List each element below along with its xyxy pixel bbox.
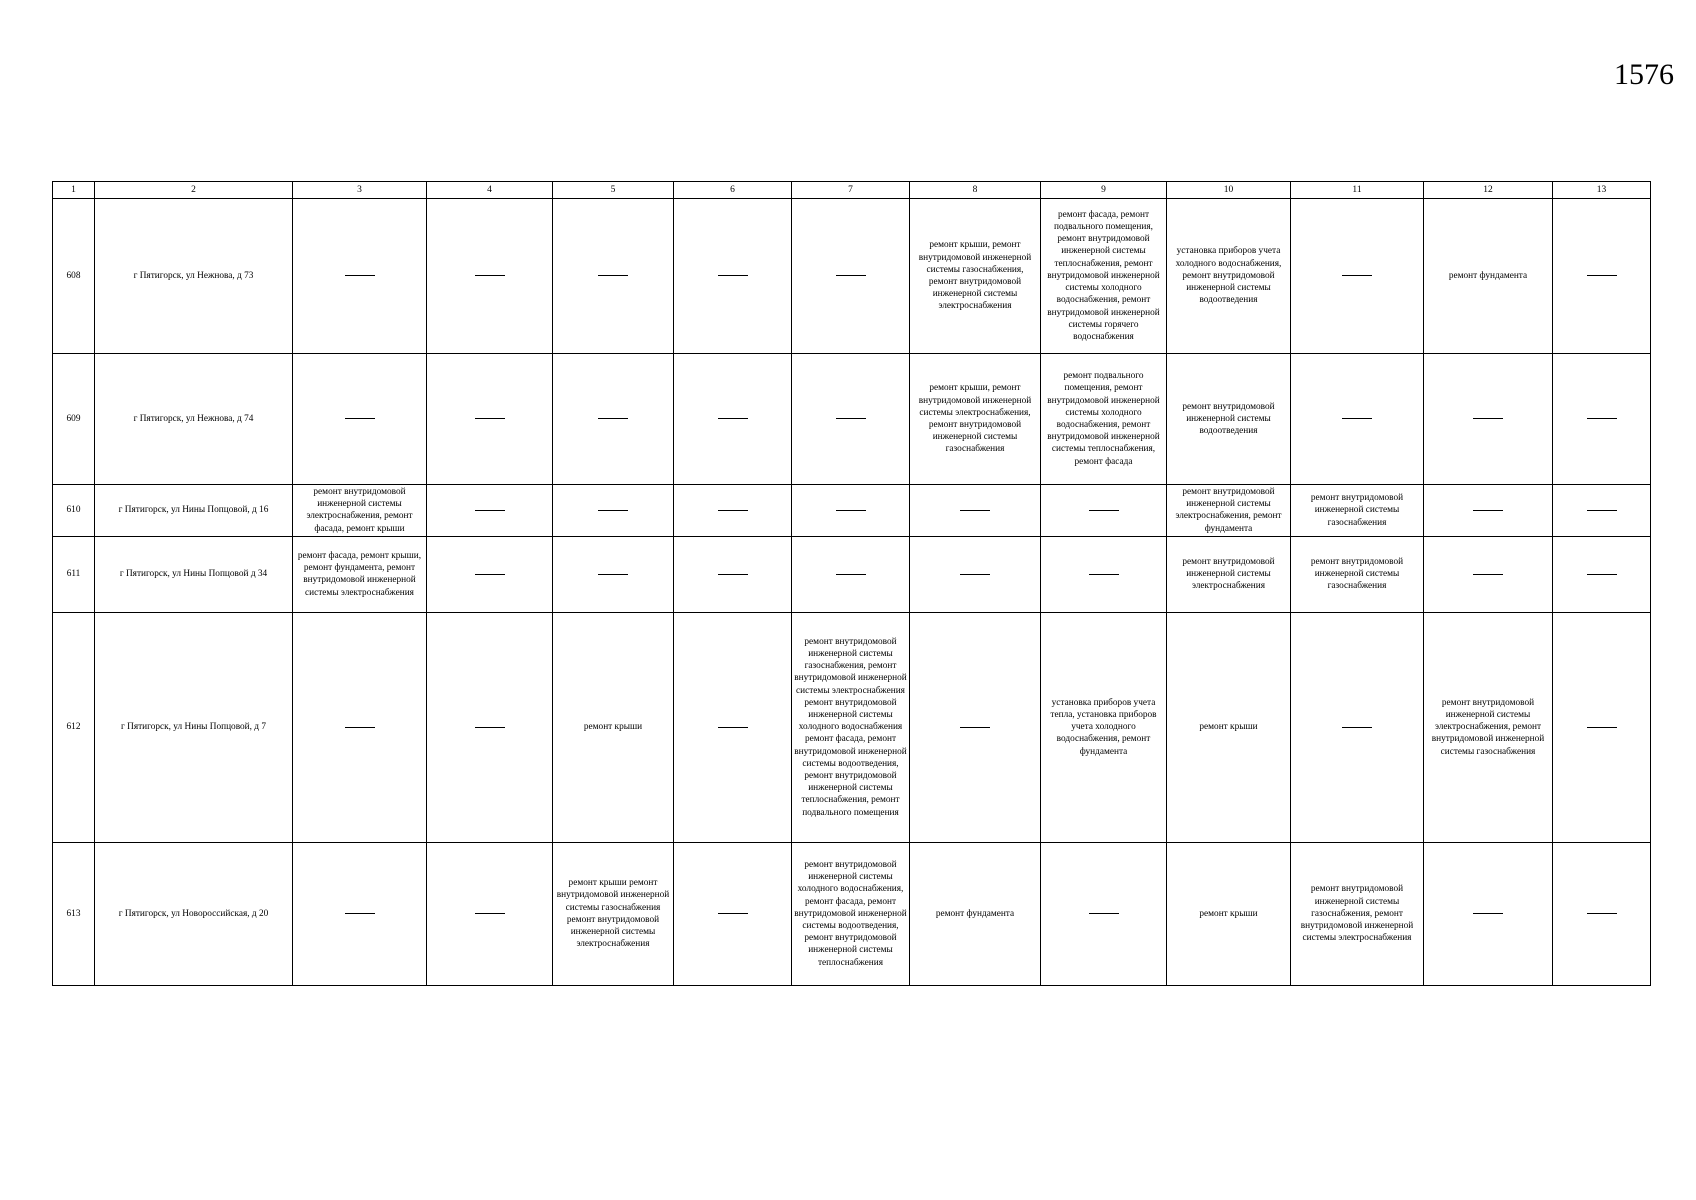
dash-mark xyxy=(1089,510,1119,511)
work-description-cell: ремонт крыши, ремонт внутридомовой инженерной системы газоснабжения, ремонт внутридомовой инженерной системы электроснабжения xyxy=(910,199,1041,354)
empty-cell-dash xyxy=(792,199,910,354)
dash-mark xyxy=(1342,275,1372,276)
dash-mark xyxy=(960,574,990,575)
repair-schedule-table xyxy=(52,181,1651,986)
address-cell: г Пятигорск, ул Новороссийская, д 20 xyxy=(95,842,293,985)
empty-cell-dash xyxy=(427,485,553,537)
work-description-cell: ремонт фасада, ремонт крыши, ремонт фундамента, ремонт внутридомовой инженерной системы электроснабжения xyxy=(293,536,427,612)
dash-mark xyxy=(1089,574,1119,575)
work-description-cell: ремонт внутридомовой инженерной системы электроснабжения, ремонт внутридомовой инженерной системы газоснабжения xyxy=(1424,612,1553,842)
empty-cell-dash xyxy=(553,485,674,537)
empty-cell-dash xyxy=(293,354,427,485)
empty-cell-dash xyxy=(674,842,792,985)
dash-mark xyxy=(1342,418,1372,419)
work-description-cell: ремонт фасада, ремонт подвального помещения, ремонт внутридомовой инженерной системы теплоснабжения, ремонт внутридомовой инженерной системы холодного водоснабжения, ремонт внутридомовой инженерной системы горячего водоснабжения xyxy=(1041,199,1167,354)
empty-cell-dash xyxy=(792,485,910,537)
work-description-cell: ремонт подвального помещения, ремонт внутридомовой инженерной системы холодного водоснабжения, ремонт внутридомовой инженерной системы теплоснабжения, ремонт фасада xyxy=(1041,354,1167,485)
dash-mark xyxy=(598,275,628,276)
dash-mark xyxy=(598,574,628,575)
dash-mark xyxy=(960,510,990,511)
empty-cell-dash xyxy=(1424,842,1553,985)
empty-cell-dash xyxy=(674,536,792,612)
dash-mark xyxy=(1342,727,1372,728)
empty-cell-dash xyxy=(792,536,910,612)
table-row xyxy=(53,485,1651,537)
empty-cell-dash xyxy=(1291,354,1424,485)
empty-cell-dash xyxy=(1553,199,1651,354)
column-number-header xyxy=(53,182,1651,199)
table-row xyxy=(53,842,1651,985)
column-header-3: 3 xyxy=(293,182,427,199)
dash-mark xyxy=(718,275,748,276)
dash-mark xyxy=(345,727,375,728)
dash-mark xyxy=(1587,913,1617,914)
work-description-cell: ремонт крыши, ремонт внутридомовой инженерной системы электроснабжения, ремонт внутридомовой инженерной системы газоснабжения xyxy=(910,354,1041,485)
address-cell: г Пятигорск, ул Нины Попцовой д 34 xyxy=(95,536,293,612)
empty-cell-dash xyxy=(1553,536,1651,612)
empty-cell-dash xyxy=(1291,612,1424,842)
empty-cell-dash xyxy=(553,199,674,354)
work-description-cell: ремонт фундамента xyxy=(910,842,1041,985)
empty-cell-dash xyxy=(293,612,427,842)
address-cell: г Пятигорск, ул Нежнова, д 74 xyxy=(95,354,293,485)
column-header-11: 11 xyxy=(1291,182,1424,199)
table-row xyxy=(53,536,1651,612)
dash-mark xyxy=(475,574,505,575)
empty-cell-dash xyxy=(293,842,427,985)
column-header-9: 9 xyxy=(1041,182,1167,199)
dash-mark xyxy=(345,913,375,914)
empty-cell-dash xyxy=(1553,485,1651,537)
empty-cell-dash xyxy=(792,354,910,485)
empty-cell-dash xyxy=(674,354,792,485)
empty-cell-dash xyxy=(1424,354,1553,485)
dash-mark xyxy=(345,275,375,276)
work-description-cell: ремонт крыши ремонт внутридомовой инженерной системы газоснабжения ремонт внутридомовой инженерной системы электроснабжения xyxy=(553,842,674,985)
row-number: 613 xyxy=(53,842,95,985)
dash-mark xyxy=(475,727,505,728)
work-description-cell: ремонт внутридомовой инженерной системы водоотведения xyxy=(1167,354,1291,485)
empty-cell-dash xyxy=(553,536,674,612)
column-header-12: 12 xyxy=(1424,182,1553,199)
dash-mark xyxy=(1089,913,1119,914)
empty-cell-dash xyxy=(674,199,792,354)
dash-mark xyxy=(475,275,505,276)
empty-cell-dash xyxy=(553,354,674,485)
empty-cell-dash xyxy=(427,612,553,842)
column-header-7: 7 xyxy=(792,182,910,199)
column-header-6: 6 xyxy=(674,182,792,199)
dash-mark xyxy=(598,510,628,511)
row-number: 610 xyxy=(53,485,95,537)
work-description-cell: ремонт внутридомовой инженерной системы электроснабжения, ремонт фундамента xyxy=(1167,485,1291,537)
dash-mark xyxy=(836,510,866,511)
empty-cell-dash xyxy=(427,354,553,485)
empty-cell-dash xyxy=(1553,354,1651,485)
empty-cell-dash xyxy=(910,536,1041,612)
table-row xyxy=(53,199,1651,354)
empty-cell-dash xyxy=(674,485,792,537)
work-description-cell: ремонт фундамента xyxy=(1424,199,1553,354)
work-description-cell: ремонт внутридомовой инженерной системы газоснабжения xyxy=(1291,485,1424,537)
work-description-cell: ремонт внутридомовой инженерной системы газоснабжения, ремонт внутридомовой инженерной системы электроснабжения ремонт внутридомовой инженерной системы холодного водоснабжения ремонт фасада, ремонт внутридомовой инженерной системы водоотведения, ремонт внутридомовой инженерной системы теплоснабжения, ремонт подвального помещения xyxy=(792,612,910,842)
dash-mark xyxy=(1587,418,1617,419)
address-cell: г Пятигорск, ул Нины Попцовой, д 16 xyxy=(95,485,293,537)
empty-cell-dash xyxy=(1041,842,1167,985)
dash-mark xyxy=(718,418,748,419)
dash-mark xyxy=(718,574,748,575)
empty-cell-dash xyxy=(1553,612,1651,842)
empty-cell-dash xyxy=(1291,199,1424,354)
dash-mark xyxy=(598,418,628,419)
column-header-8: 8 xyxy=(910,182,1041,199)
dash-mark xyxy=(1587,727,1617,728)
dash-mark xyxy=(475,510,505,511)
dash-mark xyxy=(1473,510,1503,511)
dash-mark xyxy=(836,418,866,419)
work-description-cell: ремонт внутридомовой инженерной системы газоснабжения xyxy=(1291,536,1424,612)
work-description-cell: ремонт крыши xyxy=(1167,842,1291,985)
empty-cell-dash xyxy=(427,536,553,612)
dash-mark xyxy=(1587,275,1617,276)
dash-mark xyxy=(475,418,505,419)
empty-cell-dash xyxy=(1041,536,1167,612)
empty-cell-dash xyxy=(427,199,553,354)
dash-mark xyxy=(475,913,505,914)
table-row xyxy=(53,612,1651,842)
column-header-4: 4 xyxy=(427,182,553,199)
empty-cell-dash xyxy=(910,612,1041,842)
work-description-cell: установка приборов учета холодного водоснабжения, ремонт внутридомовой инженерной системы водоотведения xyxy=(1167,199,1291,354)
dash-mark xyxy=(1587,510,1617,511)
empty-cell-dash xyxy=(910,485,1041,537)
column-header-13: 13 xyxy=(1553,182,1651,199)
empty-cell-dash xyxy=(674,612,792,842)
column-header-1: 1 xyxy=(53,182,95,199)
empty-cell-dash xyxy=(1424,485,1553,537)
column-header-10: 10 xyxy=(1167,182,1291,199)
row-number: 609 xyxy=(53,354,95,485)
row-number: 612 xyxy=(53,612,95,842)
empty-cell-dash xyxy=(1041,485,1167,537)
row-number: 608 xyxy=(53,199,95,354)
table-row xyxy=(53,354,1651,485)
address-cell: г Пятигорск, ул Нежнова, д 73 xyxy=(95,199,293,354)
dash-mark xyxy=(345,418,375,419)
empty-cell-dash xyxy=(427,842,553,985)
dash-mark xyxy=(1473,574,1503,575)
column-header-5: 5 xyxy=(553,182,674,199)
dash-mark xyxy=(1587,574,1617,575)
work-description-cell: ремонт внутридомовой инженерной системы электроснабжения, ремонт фасада, ремонт крыши xyxy=(293,485,427,537)
dash-mark xyxy=(960,727,990,728)
empty-cell-dash xyxy=(1424,536,1553,612)
dash-mark xyxy=(836,275,866,276)
work-description-cell: ремонт внутридомовой инженерной системы газоснабжения, ремонт внутридомовой инженерной системы электроснабжения xyxy=(1291,842,1424,985)
work-description-cell: ремонт крыши xyxy=(553,612,674,842)
empty-cell-dash xyxy=(293,199,427,354)
work-description-cell: ремонт внутридомовой инженерной системы холодного водоснабжения, ремонт фасада, ремонт внутридомовой инженерной системы водоотведения, ремонт внутридомовой инженерной системы теплоснабжения xyxy=(792,842,910,985)
dash-mark xyxy=(718,727,748,728)
empty-cell-dash xyxy=(1553,842,1651,985)
column-header-2: 2 xyxy=(95,182,293,199)
work-description-cell: ремонт крыши xyxy=(1167,612,1291,842)
work-description-cell: ремонт внутридомовой инженерной системы электроснабжения xyxy=(1167,536,1291,612)
row-number: 611 xyxy=(53,536,95,612)
dash-mark xyxy=(1473,913,1503,914)
dash-mark xyxy=(836,574,866,575)
dash-mark xyxy=(1473,418,1503,419)
work-description-cell: установка приборов учета тепла, установка приборов учета холодного водоснабжения, ремонт фундамента xyxy=(1041,612,1167,842)
dash-mark xyxy=(718,510,748,511)
address-cell: г Пятигорск, ул Нины Попцовой, д 7 xyxy=(95,612,293,842)
dash-mark xyxy=(718,913,748,914)
page-number: 1576 xyxy=(1614,58,1674,91)
